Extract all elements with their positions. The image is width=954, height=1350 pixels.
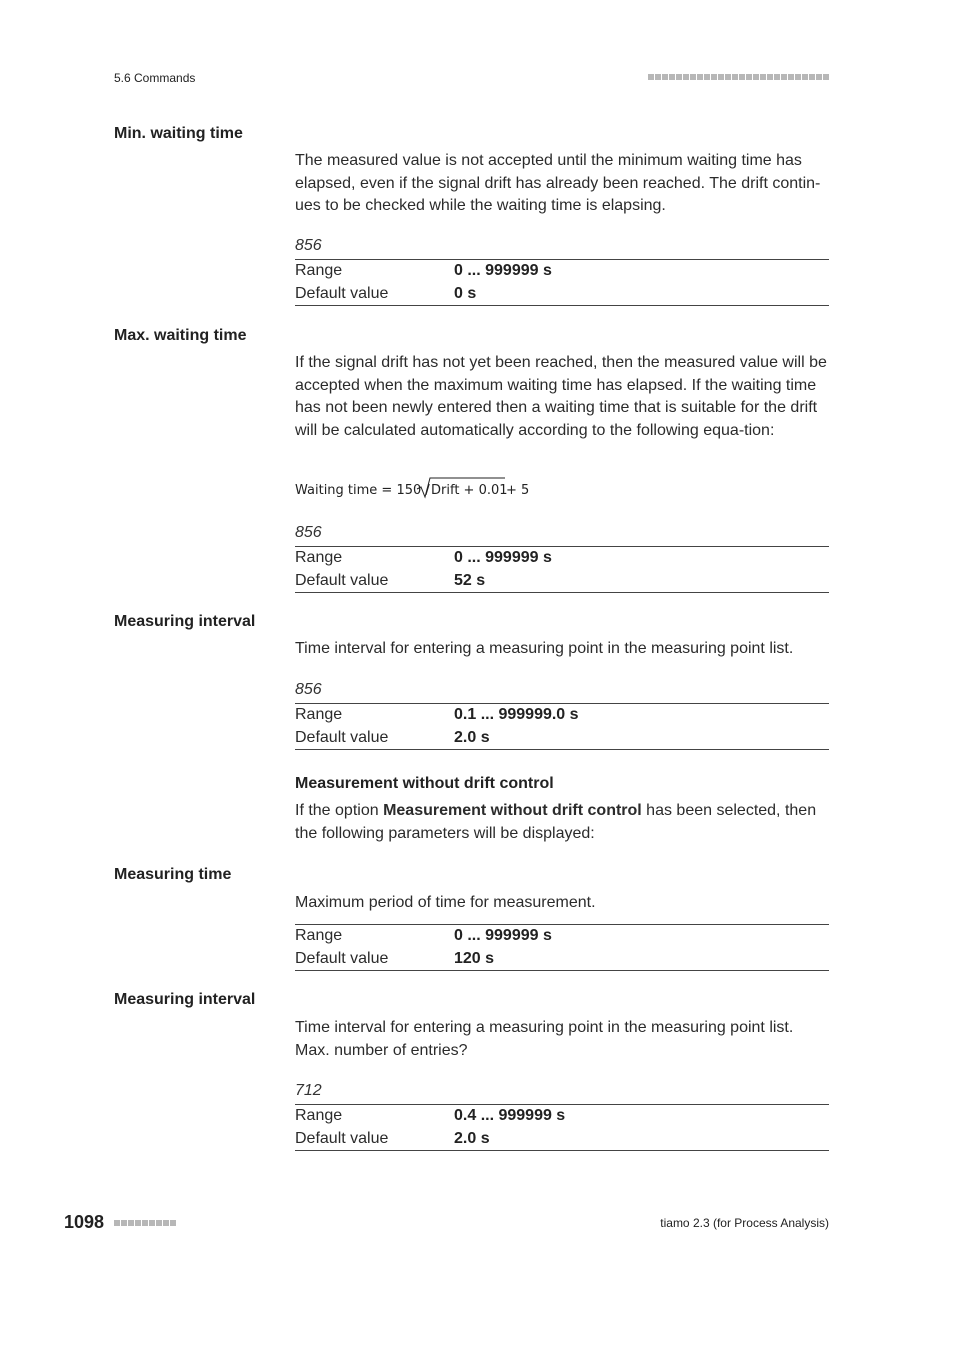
param-row-default [295,1128,829,1151]
footer-decoration [114,1220,176,1226]
param-label: Range [295,549,343,566]
param-row-default [295,570,829,593]
device-label: 856 [295,237,322,254]
param-value: 120 s [454,949,495,967]
param-row-range [295,704,829,727]
param-table-min-waiting-time [295,259,829,306]
param-row-range [295,1105,829,1128]
desc-no-drift-control [295,800,830,845]
param-label: Range [295,706,343,723]
equation-lhs: Waiting time = 150 / [295,483,430,498]
param-value: 0.1 ... 999999.0 s [454,706,579,723]
param-table-measuring-interval-2 [295,1104,829,1151]
param-value: 2.0 s [454,1129,490,1147]
param-table-measuring-interval [295,703,829,750]
text-span: If the option [295,802,384,819]
equation-tail: + 5 [506,483,530,498]
param-value: 2.0 s [454,728,490,746]
param-row-default [295,283,829,306]
device-label: 856 [295,681,322,698]
param-label: Range [295,262,343,279]
desc-min-waiting-time: The measured value is not accepted until the minimum waiting time has elapsed, even if the signal drift has already been reached. The drift contin-ues to be checked while the waiting time is elapsing. [295,152,821,214]
param-row-range [295,260,829,283]
param-label: Default value [295,728,389,746]
term-measuring-time: Measuring time [114,866,232,883]
param-label: Default value [295,284,389,302]
param-label: Default value [295,1129,389,1147]
param-row-range [295,547,829,570]
page-number: 1098 [64,1212,105,1232]
term-min-waiting-time: Min. waiting time [114,125,243,142]
desc-max-waiting-time: If the signal drift has not yet been reached, then the measured value will be accepted when the maximum waiting time has elapsed. If the waiting time has not been newly entered then a waiting time that is suitable for the drift will be calculated automatically according to the following equa-tion: [295,354,827,439]
param-row-default [295,948,829,971]
param-table-max-waiting-time [295,546,829,593]
param-label: Range [295,927,343,944]
text-span: has been selected, then the following parameters will be displayed: [295,802,817,842]
desc-measuring-interval-2: Time interval for entering a measuring point in the measuring point list. Max. number of entries? [295,1019,794,1059]
waiting-time-equation [295,474,535,500]
footer-product: tiamo 2.3 (for Process Analysis) [660,1216,829,1230]
desc-measuring-time: Maximum period of time for measurement. [295,894,596,911]
param-label: Default value [295,571,389,589]
param-value: 0 ... 999999 s [454,262,552,279]
device-label: 856 [295,524,322,541]
equation-radicand: Drift + 0.01 [431,483,508,498]
device-label: 712 [295,1082,322,1099]
param-value: 0.4 ... 999999 s [454,1107,566,1124]
header-decoration [648,74,829,80]
running-header-section: 5.6 Commands [114,71,196,85]
term-max-waiting-time: Max. waiting time [114,327,247,344]
param-table-measuring-time [295,924,829,971]
param-value: 0 ... 999999 s [454,549,552,566]
desc-measuring-interval: Time interval for entering a measuring point in the measuring point list. [295,640,794,657]
param-value: 0 s [454,284,477,302]
param-label: Range [295,1107,343,1124]
param-value: 0 ... 999999 s [454,927,552,944]
param-row-range [295,925,829,948]
subheading-no-drift-control: Measurement without drift control [295,775,554,792]
param-row-default [295,727,829,750]
param-label: Default value [295,949,389,967]
term-measuring-interval: Measuring interval [114,613,256,630]
param-value: 52 s [454,571,486,589]
term-measuring-interval-2: Measuring interval [114,991,256,1008]
option-name: Measurement without drift control [383,802,642,819]
